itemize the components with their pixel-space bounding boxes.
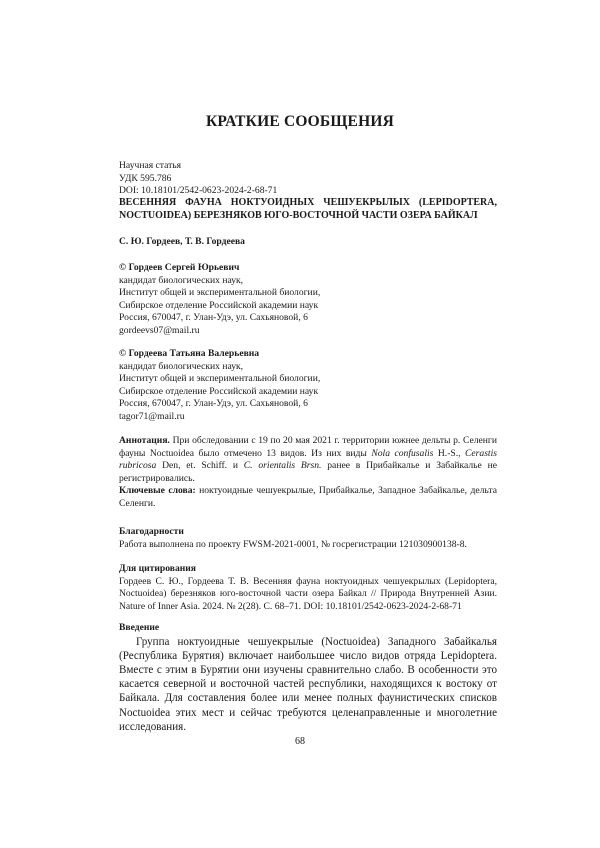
udc-code: УДК 595.786 [119,172,172,184]
article-type: Научная статья [119,160,182,171]
author-institute: Институт общей и экспериментальной биологии, [119,287,321,299]
acknowledgements-heading: Благодарности [119,526,184,537]
citation-text: Гордеев С. Ю., Гордеева Т. В. Весенняя фауна ноктуоидных чешуекрылых (Lepidoptera, Noctuoidea) березняков юго-восточной части озера Байкал // Природа Внутренней Азии. Nature of Inner Asia. 2024. № 2(28). С. 68–71. DOI: 10.18101/2542-0623-2024-2-68-71 [119,575,497,612]
acknowledgements-block [119,526,497,551]
abstract-block [119,435,497,511]
abstract-label: Аннотация. [119,435,170,446]
abstract-part-3: Den, et. Schiff. и [156,460,244,472]
species-name: C. orientalis Brsn. [243,460,322,472]
species-name: Cerastis rubricosa [119,447,498,472]
author-email[interactable]: tagor71@mail.ru [119,410,185,422]
author-name: © Гордеев Сергей Юрьевич [119,262,240,273]
article-title: ВЕСЕННЯЯ ФАУНА НОКТУОИДНЫХ ЧЕШУЕКРЫЛЫХ (LEPIDOPTERA, NOCTUOIDEA) БЕРЕЗНЯКОВ ЮГО-ВОСТОЧНОЙ ЧАСТИ ОЗЕРА БАЙКАЛ [119,197,497,221]
author-card-1 [119,262,497,338]
abstract-text [119,435,497,485]
article-meta [119,160,497,198]
introduction-block [119,622,497,734]
author-branch: Сибирское отделение Российской академии наук [119,299,319,311]
author-degree: кандидат биологических наук, [119,274,244,286]
section-heading: КРАТКИЕ СООБЩЕНИЯ [205,113,395,130]
authors-line: С. Ю. Гордеев, Т. В. Гордеева [119,236,245,247]
author-degree: кандидат биологических наук, [119,360,244,372]
author-address: Россия, 670047, г. Улан-Удэ, ул. Сахьяновой, 6 [119,312,308,324]
abstract-part-2: H.-S., [433,447,466,459]
keywords-text [119,485,497,510]
abstract-part-1: При обследовании с 19 по 20 мая 2021 г. территории южнее дельты р. Селенги фауны Noctuoidea было отмечено 13 видов. Из них виды [119,435,497,459]
page-number: 68 [295,736,305,747]
keywords-label: Ключевые слова: [119,485,196,497]
author-institute: Институт общей и экспериментальной биологии, [119,373,321,385]
citation-heading: Для цитирования [119,563,196,574]
author-card-2 [119,348,497,424]
author-branch: Сибирское отделение Российской академии наук [119,385,319,397]
citation-block [119,563,497,613]
abstract-part-4: ранее в Прибайкалье и Забайкалье не регистрировались. [119,460,497,484]
introduction-heading: Введение [119,622,160,633]
author-email[interactable]: gordeevs07@mail.ru [119,324,200,336]
introduction-text: Группа ноктуоидные чешуекрылые (Noctuoidea) Западного Забайкалья (Республика Бурятия) включает наибольшее число видов отряда Lepidoptera. Вместе с этим в Бурятии они изучены сравнительно слабо. В особенности это касается северной и восточной частей республики, находящихся к востоку от Байкала. Для составления более или менее полных фаунистических списков Noctuoidea этих мест и сейчас требуются целенаправленные и многолетние исследования. [119,635,497,733]
author-name: © Гордеева Татьяна Валерьевна [119,348,260,359]
keywords-list: ноктуоидные чешуекрылые, Прибайкалье, Западное Забайкалье, дельта Селенги. [119,485,497,509]
acknowledgements-text: Работа выполнена по проекту FWSM-2021-0001, № госрегистрации 121030900138-8. [119,538,467,550]
species-name: Nola confusalis [371,447,434,459]
author-address: Россия, 670047, г. Улан-Удэ, ул. Сахьяновой, 6 [119,398,308,410]
doi-line[interactable]: DOI: 10.18101/2542-0623-2024-2-68-71 [119,185,278,197]
